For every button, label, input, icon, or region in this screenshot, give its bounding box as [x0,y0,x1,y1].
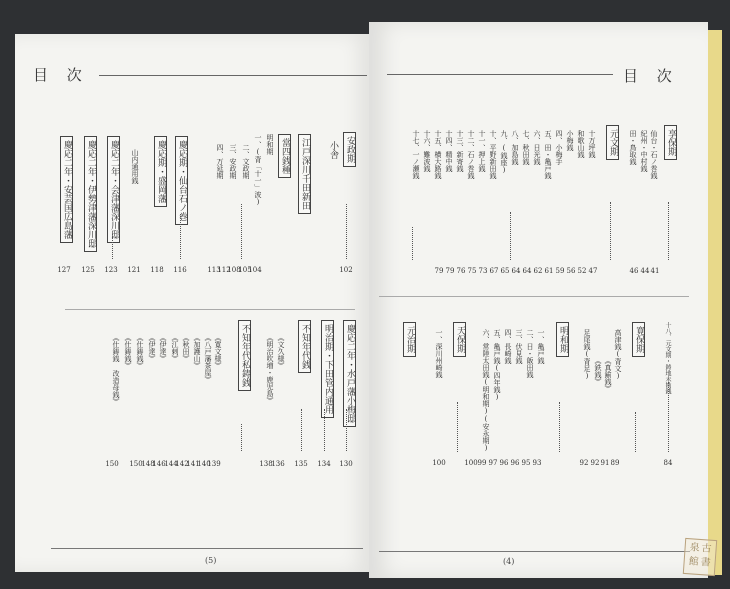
right-top-section-17: 十二、石ノ巻銭 [467,130,475,179]
left-top-page-9: 121 [127,266,141,274]
right-top-section-1: 享保期 [664,125,677,160]
right-footer-rule [379,551,690,552]
left-header-title: 目 次 [33,66,89,84]
right-bottom-section-3: 《真鍮銭》 [604,357,612,392]
left-bottom-page-4: 136 [271,460,285,468]
right-bottom-page-5: 92 [579,459,589,467]
right-bottom-page-10: 97 [488,459,498,467]
left-bottom-page-6: 139 [207,460,221,468]
left-bottom-section-3: 不知年代銭 [298,320,311,373]
right-top-page-13: 67 [489,267,499,275]
left-bottom-page-13: 150 [129,460,143,468]
left-top-dots-3 [180,214,181,259]
right-top-section-16: 十一、押上銭 [478,130,486,172]
right-bottom-section-16: 十八、元文期・鋳地未勘銭 [664,322,671,394]
left-bottom-section-15: 《仕鋳銭》 [124,334,132,369]
right-bottom-page-12: 100 [464,459,478,467]
left-bottom-section-6: 不知年代私鋳銭 [238,320,251,391]
left-bottom-page-14: 150 [105,460,119,468]
left-middle-divider [65,309,355,310]
left-top-page-4: 108 [227,266,241,274]
right-bottom-page-11: 99 [477,459,487,467]
right-bottom-page-13: 100 [432,459,446,467]
left-bottom-page-9: 142 [175,460,189,468]
left-top-section-9: 四、万延期 [216,144,224,179]
right-top-dots-2 [610,202,611,260]
left-bottom-section-13: 《伊達》 [148,334,156,362]
left-top-page-1: 102 [339,266,353,274]
left-top-dots-2 [241,204,242,259]
right-bottom-section-13: 天保期 [453,322,466,357]
left-bottom-section-11: 《江刺》 [171,334,179,362]
left-bottom-section-16: 《仕鋳銭 改造母銭》 [112,334,120,405]
left-top-section-11: 慶応期・盛岡藩 [154,136,167,207]
right-top-section-11: 六、日光銭 [533,130,541,165]
right-bottom-page-8: 96 [510,459,520,467]
left-bottom-page-5: 138 [259,460,273,468]
left-bottom-dots-3 [301,409,302,451]
right-bottom-dots-1 [668,382,669,452]
stamp-glyph-3: 書 [700,557,711,569]
right-bottom-section-9: 三、伏見銭 [515,329,523,364]
left-bottom-section-8: 《八戸藩茶屋》 [204,334,212,383]
left-page-number: (5) [205,556,217,565]
right-top-dots-4 [412,227,413,260]
left-top-page-12: 127 [57,266,71,274]
right-top-section-14: 九、(銭座) [500,130,508,174]
right-top-page-5: 52 [577,267,587,275]
right-top-section-9: 四、小梅手 [555,130,563,165]
right-top-page-4: 47 [588,267,598,275]
left-top-page-3: 112 [217,266,231,274]
right-bottom-section-8: 二、日・飯田銭 [526,329,534,378]
left-top-section-15: 慶応二年・安芸国広島藩 [60,136,73,243]
left-top-section-8: 三、安政期 [229,144,237,179]
right-top-page-10: 64 [522,267,532,275]
left-bottom-dots-2 [324,409,325,451]
right-bottom-page-7: 95 [521,459,531,467]
right-bottom-section-10: 四、長崎銭 [504,329,512,364]
left-bottom-page-10: 144 [164,460,178,468]
right-top-section-19: 十四、精中銭 [445,130,453,172]
right-top-section-22: 十七、一ノ瀬銭 [412,130,420,179]
right-top-section-10: 五、田・亀戸銭 [544,130,552,179]
right-top-dots-1 [668,202,669,260]
right-top-page-6: 56 [566,267,576,275]
left-bottom-page-1: 130 [339,460,353,468]
right-bottom-section-4: 《鉄銭》 [594,357,602,385]
left-top-page-6: 104 [248,266,262,274]
right-bottom-page-3: 91 [600,459,610,467]
right-top-section-8: 小梅銭 [566,130,574,151]
right-bottom-page-4: 92 [590,459,600,467]
right-top-page-17: 79 [445,267,455,275]
right-top-section-3: 紀州・中村銭 [640,130,648,172]
right-top-section-20: 十五、横大路銭 [434,130,442,179]
right-top-page-16: 76 [456,267,466,275]
left-top-section-13: 慶応二年・会津藩深川邸 [107,136,120,243]
left-bottom-section-12: 《伊達》 [159,334,167,362]
right-middle-divider [379,296,689,297]
left-bottom-section-7: 《寛文様》 [214,334,222,369]
left-bottom-page-12: 148 [141,460,155,468]
right-bottom-section-15: 元治期 [403,322,416,357]
left-bottom-dots-1 [346,409,347,451]
right-top-page-11: 64 [511,267,521,275]
right-header-title: 目 次 [623,67,679,85]
right-top-section-2: 仙台・石ノ巻銭 [650,130,658,179]
stamp-glyph-4: 館 [688,556,700,568]
right-bottom-section-6: 明和期 [556,322,569,357]
left-top-page-7: 116 [173,266,187,274]
left-bottom-section-10: 《秋田》 [182,334,190,362]
stamp-glyph-1: 古 [701,543,712,555]
right-top-section-15: 十、平野新田銭 [489,130,497,179]
right-top-page-7: 59 [555,267,565,275]
left-bottom-section-14: 《仕鋳銭》 [136,334,144,369]
right-bottom-dots-3 [559,402,560,452]
right-top-page-3: 46 [629,267,639,275]
right-bottom-dots-2 [635,412,636,452]
left-bottom-page-11: 146 [152,460,166,468]
right-bottom-page-2: 89 [610,459,620,467]
right-bottom-dots-4 [457,402,458,452]
right-top-section-12: 七、秋田銭 [522,130,530,165]
right-top-section-7: 和歌山銭 [577,130,585,158]
left-top-page-8: 118 [150,266,164,274]
right-bottom-section-7: 一、亀戸銭 [537,329,545,364]
right-bottom-section-5: 足尾銭(背足) [583,329,591,380]
left-top-page-2: 113 [207,266,221,274]
left-top-section-7: 二、文政期 [242,144,250,179]
right-top-section-18: 十三、新寄銭 [456,130,464,172]
right-top-page-18: 79 [434,267,444,275]
right-top-page-1: 41 [650,267,660,275]
right-top-page-14: 73 [478,267,488,275]
right-page [369,22,708,578]
left-top-section-12: 山内通用銭 [131,149,139,184]
left-bottom-page-7: 140 [197,460,211,468]
left-header-rule [99,75,367,76]
right-header-rule [387,74,613,75]
right-bottom-section-12: 六、常陸太田銭(明和期)(安永期) [482,329,490,452]
left-footer-rule [51,548,363,549]
left-bottom-section-1: 慶応二年・水戸藩小梅邸 [343,320,356,427]
left-top-section-10: 慶応期・仙台石ノ巻 [175,136,188,225]
left-bottom-dots-4 [241,424,242,451]
left-top-page-10: 123 [104,266,118,274]
left-page [15,34,370,572]
right-top-section-6: 十万坪銭 [588,130,596,158]
right-bottom-section-14: 一、深川州崎銭 [435,329,443,378]
left-top-section-4: 當四銭種 [278,134,291,178]
right-bottom-section-1: 寛保期 [632,322,645,357]
left-top-dots-1 [346,204,347,259]
left-bottom-section-4: 《文久様》 [277,334,285,369]
right-bottom-section-2: 高津銭(背文) [614,329,622,380]
right-top-section-4: 田・鳥取銭 [629,130,637,165]
left-bottom-page-3: 135 [294,460,308,468]
left-top-section-2: 小舎 [328,141,338,159]
left-bottom-section-2: 明治期・下田管内通用 [321,320,334,418]
right-top-page-2: 44 [640,267,650,275]
right-top-page-8: 61 [544,267,554,275]
right-top-section-21: 十六、難波銭 [423,130,431,172]
left-top-section-6: 一、(背「十一」波) [254,134,262,206]
stamp-logo [683,538,717,576]
right-bottom-section-11: 五、亀戸銭(四年銭) [493,329,501,401]
left-top-section-5: 明和期 [266,134,274,155]
right-top-dots-3 [510,212,511,260]
right-bottom-page-9: 96 [499,459,509,467]
left-bottom-section-5: 《明治吹増・鹿児島》 [266,334,274,404]
left-top-dots-4 [112,234,113,259]
left-top-section-14: 慶応二年・伊勢津藩深川邸 [84,136,97,252]
left-top-page-11: 125 [81,266,95,274]
left-bottom-section-9: 《加護山》 [193,334,201,369]
stamp-glyph-2: 泉 [689,542,700,554]
left-top-section-3: 江戸深川千田新田 [298,134,311,214]
left-bottom-page-8: 141 [186,460,200,468]
left-top-page-5: 105 [238,266,252,274]
right-top-section-5: 元文期 [606,125,619,160]
left-top-section-1: 安政期 [343,132,356,167]
right-top-section-13: 八、加島銭 [511,130,519,165]
right-top-page-9: 62 [533,267,543,275]
right-page-number: (4) [503,557,515,566]
right-bottom-page-6: 93 [532,459,542,467]
right-top-page-15: 75 [467,267,477,275]
left-bottom-page-2: 134 [317,460,331,468]
right-top-page-12: 65 [500,267,510,275]
right-bottom-page-1: 84 [663,459,673,467]
